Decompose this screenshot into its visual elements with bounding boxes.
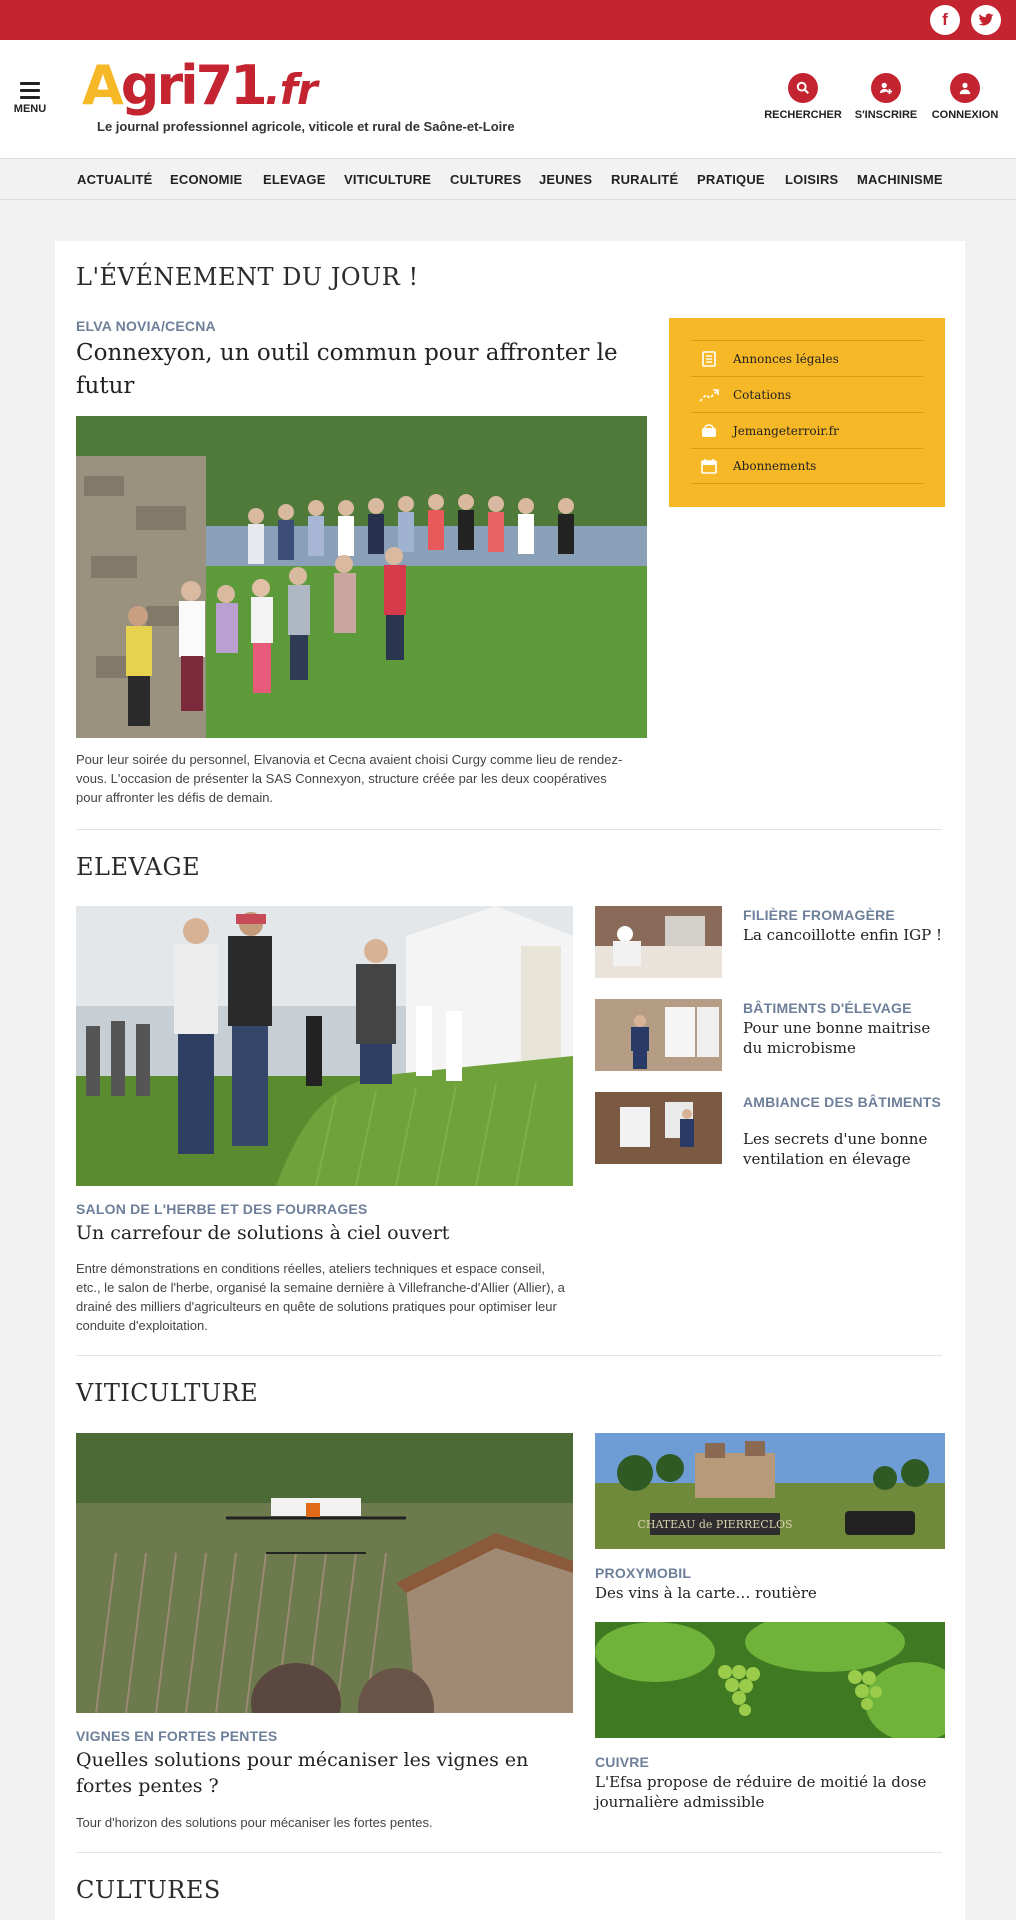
section-divider [76, 829, 942, 830]
viticulture-main-kicker[interactable]: VIGNES EN FORTES PENTES [76, 1728, 278, 1744]
event-kicker[interactable]: ELVA NOVIA/CECNA [76, 318, 216, 334]
nav-item-viticulture[interactable]: VITICULTURE [344, 172, 432, 187]
section-title-event: L'ÉVÉNEMENT DU JOUR ! [76, 263, 419, 291]
elevage-side-headline-1[interactable]: La cancoillotte enfin IGP ! [743, 926, 942, 944]
search-button[interactable] [758, 73, 848, 121]
basket-icon [699, 421, 719, 441]
quick-links-box [669, 318, 945, 507]
viticulture-main-image[interactable] [76, 1433, 573, 1713]
document-icon [699, 349, 719, 369]
search-icon [788, 73, 818, 103]
nav-item-machinisme[interactable]: MACHINISME [857, 172, 943, 187]
viticulture-main-summary: Tour d'horizon des solutions pour mécaniser les fortes pentes. [76, 1815, 433, 1830]
chart-trend-icon [699, 385, 719, 405]
calendar-icon [699, 456, 719, 476]
nav-item-pratique[interactable]: PRATIQUE [697, 172, 765, 187]
viticulture-side-image-2[interactable] [595, 1622, 945, 1738]
elevage-side-image-2[interactable] [595, 999, 722, 1071]
nav-item-ruralite[interactable]: RURALITÉ [611, 172, 679, 187]
search-label: RECHERCHER [764, 109, 842, 121]
elevage-main-summary: Entre démonstrations en conditions réelles, ateliers techniques et espace conseil, etc., le salon de l'herbe, organisé la semaine dernière à Villefranche-d'Allier (Allier), a drainé des milliers d'agriculteurs en quête de solutions pratiques pour optimiser leur conduite d'exploitation. [76, 1261, 565, 1333]
section-title-cultures: CULTURES [76, 1876, 221, 1904]
signup-button[interactable] [841, 73, 931, 121]
main-content [55, 241, 965, 1920]
nav-item-actualite[interactable]: ACTUALITÉ [77, 172, 153, 187]
elevage-side-kicker-1[interactable]: FILIÈRE FROMAGÈRE [743, 907, 895, 923]
quick-link-jemangeterroir[interactable]: Jemangeterroir.fr [691, 412, 923, 448]
user-add-icon [871, 73, 901, 103]
elevage-main-kicker[interactable]: SALON DE L'HERBE ET DES FOURRAGES [76, 1201, 368, 1217]
viticulture-side-kicker-2[interactable]: CUIVRE [595, 1754, 650, 1770]
section-title-elevage: ELEVAGE [76, 853, 201, 881]
hamburger-icon [12, 82, 48, 99]
nav-item-loisirs[interactable]: LOISIRS [785, 172, 839, 187]
user-icon [950, 73, 980, 103]
signup-label: S'INSCRIRE [854, 109, 918, 121]
elevage-side-kicker-3[interactable]: AMBIANCE DES BÂTIMENTS [743, 1094, 942, 1110]
viticulture-side-headline-1[interactable]: Des vins à la carte… routière [595, 1584, 817, 1602]
site-logo[interactable]: Agri71.fr [82, 54, 317, 117]
site-header [0, 40, 1016, 158]
elevage-main-image[interactable] [76, 906, 573, 1186]
menu-button[interactable] [12, 82, 48, 115]
event-summary: Pour leur soirée du personnel, Elvanovia et Cecna avaient choisi Curgy comme lieu de rendez-vous. L'occasion de présenter la SAS Connexyon, structure créée par les deux coopératives pour affronter les défis de demain. [76, 752, 623, 805]
nav-item-jeunes[interactable]: JEUNES [539, 172, 593, 187]
elevage-side-headline-2[interactable]: Pour une bonne maitrise du microbisme [743, 1019, 931, 1057]
event-image[interactable] [76, 416, 647, 738]
nav-item-cultures[interactable]: CULTURES [450, 172, 522, 187]
chateau-sign: CHATEAU de PIERRECLOS [637, 1518, 793, 1531]
viticulture-side-kicker-1[interactable]: PROXYMOBIL [595, 1565, 692, 1581]
nav-item-elevage[interactable]: ELEVAGE [263, 172, 326, 187]
twitter-icon[interactable] [971, 5, 1001, 35]
event-headline[interactable]: Connexyon, un outil commun pour affronter le futur [76, 340, 618, 399]
quick-link-abonnements[interactable]: Abonnements [691, 448, 923, 484]
facebook-icon[interactable]: f [930, 5, 960, 35]
quick-link-cotations[interactable]: Cotations [691, 376, 923, 412]
login-label: CONNEXION [931, 109, 999, 121]
section-divider [76, 1852, 942, 1853]
top-bar [0, 0, 1016, 40]
login-button[interactable] [920, 73, 1010, 121]
elevage-side-image-1[interactable] [595, 906, 722, 978]
elevage-side-image-3[interactable] [595, 1092, 722, 1164]
elevage-main-headline[interactable]: Un carrefour de solutions à ciel ouvert [76, 1222, 450, 1244]
section-title-viticulture: VITICULTURE [76, 1379, 259, 1407]
section-divider [76, 1355, 942, 1356]
site-tagline: Le journal professionnel agricole, viticole et rural de Saône-et-Loire [97, 119, 515, 134]
viticulture-main-headline[interactable]: Quelles solutions pour mécaniser les vignes en fortes pentes ? [76, 1749, 529, 1797]
menu-label: MENU [13, 103, 47, 115]
viticulture-side-image-1[interactable] [595, 1433, 945, 1549]
main-nav [0, 158, 1016, 200]
elevage-side-headline-3[interactable]: Les secrets d'une bonne ventilation en élevage [743, 1130, 928, 1168]
viticulture-side-headline-2[interactable]: L'Efsa propose de réduire de moitié la dose journalière admissible [595, 1773, 927, 1811]
nav-item-economie[interactable]: ECONOMIE [170, 172, 243, 187]
elevage-side-kicker-2[interactable]: BÂTIMENTS D'ÉLEVAGE [743, 1000, 912, 1016]
quick-link-annonces[interactable]: Annonces légales [691, 340, 923, 376]
